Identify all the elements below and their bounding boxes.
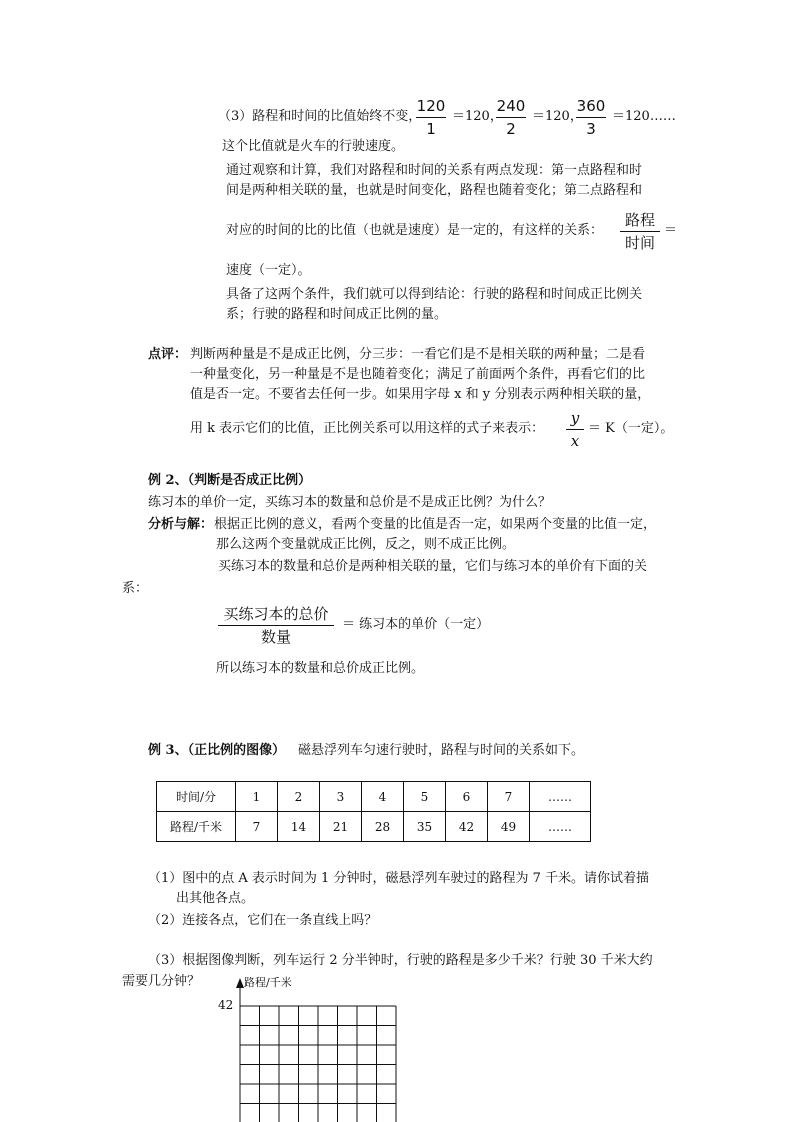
fraction-numerator: 240 <box>496 97 526 115</box>
table-cell: 5 <box>404 782 446 812</box>
graph-y-label: 路程/千米 <box>244 976 292 989</box>
fraction-equals: ＝ <box>664 223 678 238</box>
analysis-line: 根据正比例的意义，看两个变量的比值是否一定，如果两个变量的比值一定， <box>214 517 657 532</box>
table-cell: 1 <box>236 782 278 812</box>
question-line: （1）图中的点 A 表示时间为 1 分钟时，磁悬浮列车驶过的路程为 7 千米。请你试着描 <box>148 871 649 886</box>
row-header: 时间/分 <box>157 782 236 812</box>
part3-intro: （3）路程和时间的比值始终不变， <box>218 109 422 124</box>
fraction-numerator: 120 <box>416 97 446 115</box>
fraction-equals: ＝120…… <box>612 109 676 124</box>
analysis-line: 系： <box>122 581 149 596</box>
paragraph-line: 对应的时间的比的比值（也就是速度）是一定的，有这样的关系： <box>226 223 604 238</box>
table-cell: 3 <box>320 782 362 812</box>
y-axis-arrow-icon <box>236 978 244 988</box>
fraction-denominator: 时间 <box>624 234 655 252</box>
comment-line: 判断两种量是不是成正比例，分三步：一看它们是不是相关联的两种量；二是看 <box>190 347 646 362</box>
paragraph-line: 通过观察和计算，我们对路程和时间的关系有两点发现：第一点路程和时 <box>226 163 643 178</box>
table-cell: …… <box>530 782 591 812</box>
graph-y-tick: 42 <box>218 998 234 1012</box>
table-cell: 28 <box>362 812 404 842</box>
question-line: （3）根据图像判断，列车运行 2 分半钟时，行驶的路程是多少千米？行驶 30 千米大约 <box>148 953 653 968</box>
fraction-numerator: y <box>570 409 580 427</box>
example2-conclusion: 所以练习本的数量和总价成正比例。 <box>216 661 425 676</box>
paragraph-line: 系；行驶的路程和时间成正比例的量。 <box>226 307 448 322</box>
analysis-line: 那么这两个变量就成正比例，反之，则不成正比例。 <box>216 537 516 552</box>
question-line: 出其他各点。 <box>176 891 255 906</box>
example3-title: 例 3、（正比例的图像） <box>148 743 286 758</box>
fraction-equals: ＝ 练习本的单价（一定） <box>342 617 490 632</box>
paragraph-line: 间是两种相关联的量，也就是时间变化，路程也随着变化；第二点路程和 <box>226 183 643 198</box>
table-cell: 42 <box>446 812 488 842</box>
fraction-denominator: 2 <box>506 120 516 138</box>
question-line: （2）连接各点，它们在一条直线上吗？ <box>148 913 378 928</box>
comment-label: 点评： <box>148 347 188 362</box>
example2-question: 练习本的单价一定，买练习本的数量和总价是不是成正比例？为什么？ <box>148 495 552 510</box>
analysis-label: 分析与解： <box>148 517 214 532</box>
fraction-equals: ＝120， <box>532 109 583 124</box>
example2-title: 例 2、（判断是否成正比例） <box>148 473 312 488</box>
fraction-denominator: 3 <box>586 120 596 138</box>
table-cell: 4 <box>362 782 404 812</box>
table-cell: 49 <box>488 812 530 842</box>
fraction-denominator: x <box>570 432 580 450</box>
fraction-numerator: 360 <box>576 97 606 115</box>
table-cell: 14 <box>278 812 320 842</box>
table-cell: 7 <box>488 782 530 812</box>
row-header: 路程/千米 <box>157 812 236 842</box>
fraction-denominator: 1 <box>426 120 436 138</box>
fraction-denominator: 数量 <box>260 628 291 646</box>
table-cell: 2 <box>278 782 320 812</box>
table-cell: …… <box>530 812 591 842</box>
example3-desc: 磁悬浮列车匀速行驶时，路程与时间的关系如下。 <box>298 743 585 758</box>
comment-line: 用 k 表示它们的比值，正比例关系可以用这样的式子来表示： <box>190 421 545 436</box>
fraction-numerator: 买练习本的总价 <box>223 605 329 623</box>
table-cell: 6 <box>446 782 488 812</box>
comment-line: 一种量变化，另一种量是不是也随着变化；满足了前面两个条件，再看它们的比 <box>190 367 646 382</box>
paragraph-line: 具备了这两个条件，我们就可以得到结论：行驶的路程和时间成正比例关 <box>226 287 643 302</box>
fraction-equals: ＝ K（一定）。 <box>588 421 674 436</box>
paragraph-line: 速度（一定）。 <box>226 263 311 278</box>
question-line: 需要几分钟？ <box>122 974 201 989</box>
analysis-line: 买练习本的数量和总价是两种相关联的量，它们与练习本的单价有下面的关 <box>218 559 648 574</box>
fraction-numerator: 路程 <box>624 211 655 229</box>
fraction-equals: ＝120， <box>452 109 503 124</box>
part3-speed-line: 这个比值就是火车的行驶速度。 <box>222 139 405 154</box>
table-cell: 21 <box>320 812 362 842</box>
comment-line: 值是否一定。不要省去任何一步。如果用字母 x 和 y 分别表示两种相关联的量， <box>190 387 651 402</box>
table-cell: 7 <box>236 812 278 842</box>
table-cell: 35 <box>404 812 446 842</box>
